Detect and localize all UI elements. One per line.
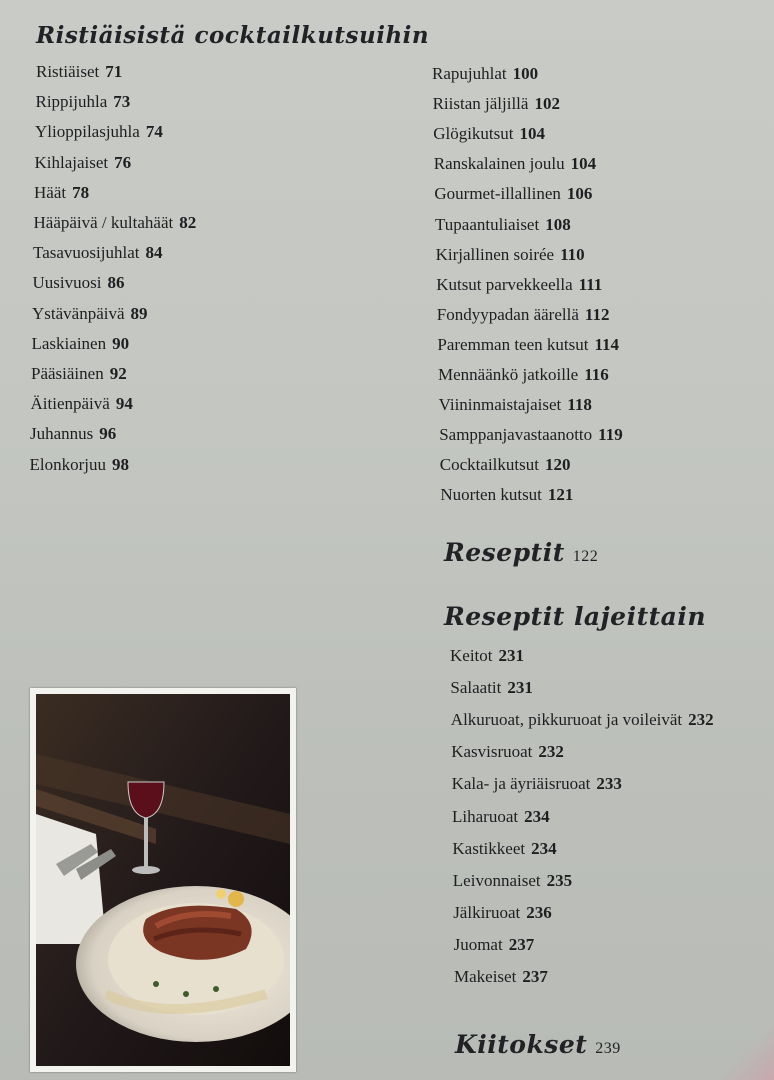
toc-item[interactable]: [452, 839, 556, 859]
toc-label: Samppanjavastaanotto: [439, 425, 593, 445]
toc-item[interactable]: [32, 334, 130, 354]
toc-page: 110: [560, 244, 585, 264]
toc-label: Uusivuosi: [32, 273, 102, 293]
toc-item[interactable]: [437, 305, 610, 325]
toc-item[interactable]: [34, 213, 197, 233]
toc-page: 118: [567, 395, 592, 415]
section-heading-main-title: Ristiäisistä cocktailkutsuihin: [36, 22, 430, 49]
toc-page: 237: [508, 934, 535, 954]
toc-label: Jälkiruoat: [453, 902, 521, 922]
toc-label: Ristiäiset: [36, 62, 100, 81]
toc-page: 84: [145, 243, 163, 263]
toc-item[interactable]: [439, 425, 623, 445]
toc-page: 108: [545, 214, 571, 234]
toc-label: Kala- ja äyriäisruoat: [451, 774, 591, 794]
toc-label: Kutsut parvekkeella: [436, 274, 573, 294]
food-photo: [30, 688, 296, 1072]
toc-item[interactable]: [437, 335, 619, 355]
toc-page: 120: [544, 455, 571, 475]
toc-label: Elonkorjuu: [29, 454, 106, 474]
toc-label: Nuorten kutsut: [440, 485, 542, 505]
toc-label: Tupaantuliaiset: [435, 214, 540, 234]
toc-label: Kastikkeet: [452, 838, 526, 858]
toc-page: 236: [526, 902, 552, 922]
toc-page: 90: [112, 333, 130, 353]
section-heading-kiitokset[interactable]: [455, 1030, 621, 1059]
toc-label: Ylioppilasjuhla: [35, 122, 140, 142]
toc-item[interactable]: [436, 275, 602, 295]
page-corner: [684, 1020, 774, 1080]
toc-item[interactable]: [434, 184, 592, 204]
toc-label: Kihlajaiset: [34, 152, 109, 172]
toc-label: Tasavuosijuhlat: [33, 243, 140, 263]
toc-label: Salaatit: [450, 678, 502, 698]
toc-label: Hääpäivä / kultahäät: [33, 213, 174, 232]
toc-item[interactable]: [451, 710, 714, 730]
section-heading-lajeittain: [444, 602, 706, 631]
toc-label: Paremman teen kutsut: [437, 334, 589, 354]
toc-page: 92: [109, 364, 127, 383]
toc-page: 94: [115, 394, 133, 414]
toc-page: 114: [594, 334, 620, 354]
toc-label: Ystävänpäivä: [32, 303, 125, 323]
toc-item[interactable]: [454, 967, 548, 987]
section-heading-kiitokset-title: Kiitokset: [455, 1030, 588, 1059]
toc-page: 78: [72, 182, 90, 202]
toc-label: Alkuruoat, pikkuruoat ja voileivät: [450, 710, 683, 730]
toc-label: Fondyypadan äärellä: [436, 304, 579, 324]
toc-page: 104: [570, 154, 597, 174]
toc-label: Leivonnaiset: [452, 870, 541, 890]
toc-label: Glögikutsut: [433, 124, 514, 144]
toc-page: 76: [114, 152, 132, 172]
toc-label: Mennäänkö jatkoille: [438, 365, 579, 384]
toc-page: 232: [538, 742, 564, 762]
toc-page: 119: [598, 425, 623, 445]
toc-item[interactable]: [450, 646, 524, 666]
toc-page: 235: [546, 870, 573, 890]
toc-label: Ranskalainen joulu: [433, 154, 565, 174]
section-heading-kiitokset-page: 239: [595, 1040, 621, 1057]
toc-item[interactable]: [432, 64, 538, 84]
toc-label: Gourmet-illallinen: [434, 184, 561, 204]
toc-item[interactable]: [30, 424, 116, 444]
toc-page: 104: [519, 124, 545, 144]
toc-item[interactable]: [33, 273, 125, 293]
toc-page: 116: [584, 365, 609, 384]
section-heading-lajeittain-title: Reseptit lajeittain: [444, 602, 707, 631]
toc-item[interactable]: [32, 304, 148, 324]
toc-page: 231: [507, 678, 533, 698]
toc-item[interactable]: [440, 485, 573, 505]
toc-label: Makeiset: [454, 967, 517, 986]
section-heading-main: [36, 22, 429, 49]
food-photo-illustration: [36, 694, 290, 1066]
toc-item[interactable]: [438, 365, 609, 385]
toc-label: Kirjallinen soirée: [435, 244, 555, 264]
toc-item[interactable]: [36, 62, 122, 82]
toc-page: 71: [105, 62, 123, 81]
toc-page: 86: [107, 273, 125, 293]
toc-page: 234: [531, 838, 557, 858]
toc-item[interactable]: [31, 394, 133, 414]
toc-item[interactable]: [35, 122, 163, 142]
toc-page: 231: [498, 646, 524, 665]
toc-label: Liharuoat: [452, 806, 519, 826]
toc-page: 73: [113, 92, 131, 112]
toc-label: Rapujuhlat: [432, 64, 507, 83]
toc-item[interactable]: [433, 94, 560, 114]
toc-page: 96: [99, 424, 117, 444]
toc-item[interactable]: [439, 395, 592, 415]
toc-item[interactable]: [435, 215, 571, 235]
toc-page: 106: [566, 184, 593, 204]
toc-page: 233: [596, 774, 622, 794]
toc-label: Laskiainen: [31, 333, 107, 353]
toc-item[interactable]: [454, 935, 535, 955]
toc-label: Häät: [34, 182, 67, 202]
toc-page: 89: [130, 303, 148, 323]
toc-item[interactable]: [35, 153, 132, 173]
toc-page: 232: [688, 710, 714, 730]
toc-page: 98: [112, 454, 129, 474]
toc-item[interactable]: [450, 678, 532, 698]
toc-label: Viininmaistajaiset: [438, 395, 562, 415]
toc-page: 100: [512, 64, 539, 83]
toc-item[interactable]: [440, 455, 571, 475]
toc-label: Pääsiäinen: [31, 364, 104, 383]
toc-label: Juhannus: [30, 424, 94, 444]
toc-page: 102: [534, 94, 560, 114]
toc-page: 74: [145, 122, 163, 142]
toc-item[interactable]: [31, 364, 127, 384]
toc-item[interactable]: [453, 871, 572, 891]
toc-item[interactable]: [34, 183, 89, 203]
section-heading-reseptit-title: Reseptit: [444, 538, 565, 567]
toc-item[interactable]: [36, 92, 131, 112]
toc-page: 111: [578, 274, 603, 294]
toc-label: Äitienpäivä: [30, 394, 110, 414]
section-heading-reseptit-page: 122: [572, 548, 599, 565]
toc-item[interactable]: [434, 154, 596, 174]
toc-page: 82: [179, 213, 197, 232]
toc-item[interactable]: [451, 742, 564, 762]
toc-item[interactable]: [453, 903, 552, 923]
toc-item[interactable]: [436, 245, 585, 265]
toc-label: Riistan jäljillä: [432, 94, 529, 114]
toc-item[interactable]: [433, 124, 545, 144]
toc-label: Juomat: [453, 934, 503, 954]
toc-page: 234: [524, 806, 550, 826]
toc-label: Cocktailkutsut: [439, 455, 539, 475]
toc-label: Kasvisruoat: [451, 742, 533, 762]
section-heading-reseptit[interactable]: [444, 538, 598, 567]
toc-label: Rippijuhla: [35, 92, 108, 112]
toc-item[interactable]: [30, 455, 130, 475]
toc-label: Keitot: [450, 646, 493, 665]
toc-item[interactable]: [33, 243, 162, 263]
toc-page: 112: [584, 304, 610, 324]
toc-item[interactable]: [452, 774, 622, 794]
toc-item[interactable]: [452, 807, 550, 827]
toc-page: 237: [522, 967, 548, 986]
toc-page: 121: [547, 485, 574, 505]
